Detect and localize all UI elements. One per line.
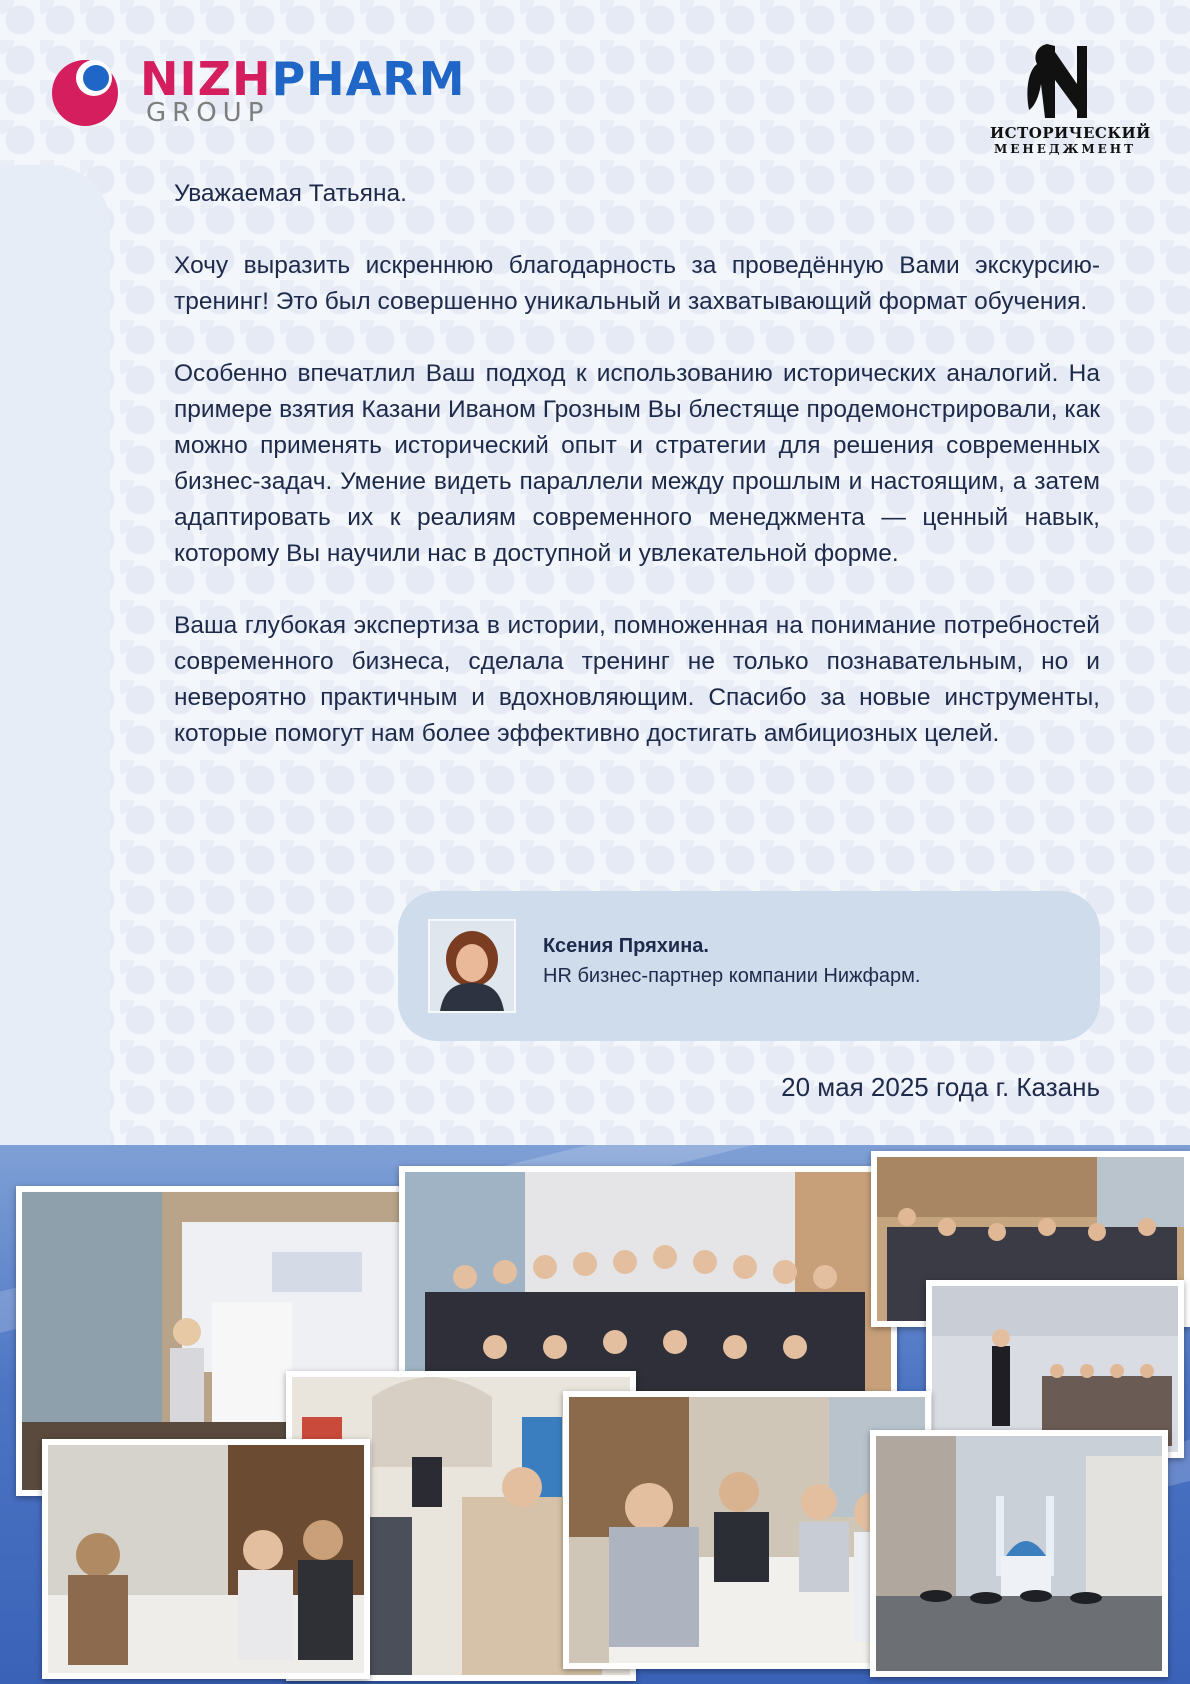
nizhpharm-wordmark: NIZHPHARM <box>140 52 466 106</box>
signer-name: Ксения Пряхина. <box>543 935 709 957</box>
letter-body <box>174 176 1100 788</box>
photo-collage <box>0 1145 1190 1684</box>
letter-greeting: Уважаемая Татьяна. <box>174 180 407 207</box>
signer-avatar <box>428 919 516 1013</box>
historical-management-line1: ИСТОРИЧЕСКИЙ <box>990 124 1151 142</box>
signer-role: HR бизнес-партнер компании Нижфарм. <box>543 965 921 987</box>
participants-discussion-photo <box>42 1439 370 1679</box>
signer-portrait-icon <box>430 921 514 1011</box>
nizhpharm-logo-mark-icon <box>50 56 120 126</box>
kul-sharif-mosque-photo <box>870 1430 1168 1677</box>
historical-management-line2: МЕНЕДЖМЕНТ <box>993 142 1137 156</box>
side-band <box>0 165 110 1145</box>
historical-management-logo <box>990 40 1151 160</box>
letter-paragraph-1: Хочу выразить искреннюю благодарность за проведённую Вами экскурсию-тренинг! Это был совершенно уникальный и захватывающий формат обучения. <box>174 252 1100 315</box>
letter-paragraph-2: Особенно впечатлил Ваш подход к использованию исторических аналогий. На примере взятия Казани Иваном Грозным Вы блестяще продемонстрировали, как можно применять исторический опыт и стратегии для решения современных бизнес-задач. Умение видеть параллели между прошлым и настоящим, а затем адаптировать их к реалиям современного менеджмента — ценный навык, которому Вы научили нас в доступной и увлекательной форме. <box>174 360 1100 567</box>
nizhpharm-group-label: GROUP <box>146 98 270 128</box>
date-place: 20 мая 2025 года г. Казань <box>781 1072 1100 1102</box>
nizhpharm-logo <box>50 52 510 128</box>
signature-block <box>398 891 1100 1041</box>
historical-management-monogram-icon <box>1015 40 1115 122</box>
letter-paragraph-3: Ваша глубокая экспертиза в истории, помноженная на понимание потребностей современного бизнеса, сделала тренинг не только познавательным, но и невероятно практичным и вдохновляющим. Спасибо за новые инструменты, которые помогут нам более эффективно достигать амбициозных целей. <box>174 612 1100 747</box>
